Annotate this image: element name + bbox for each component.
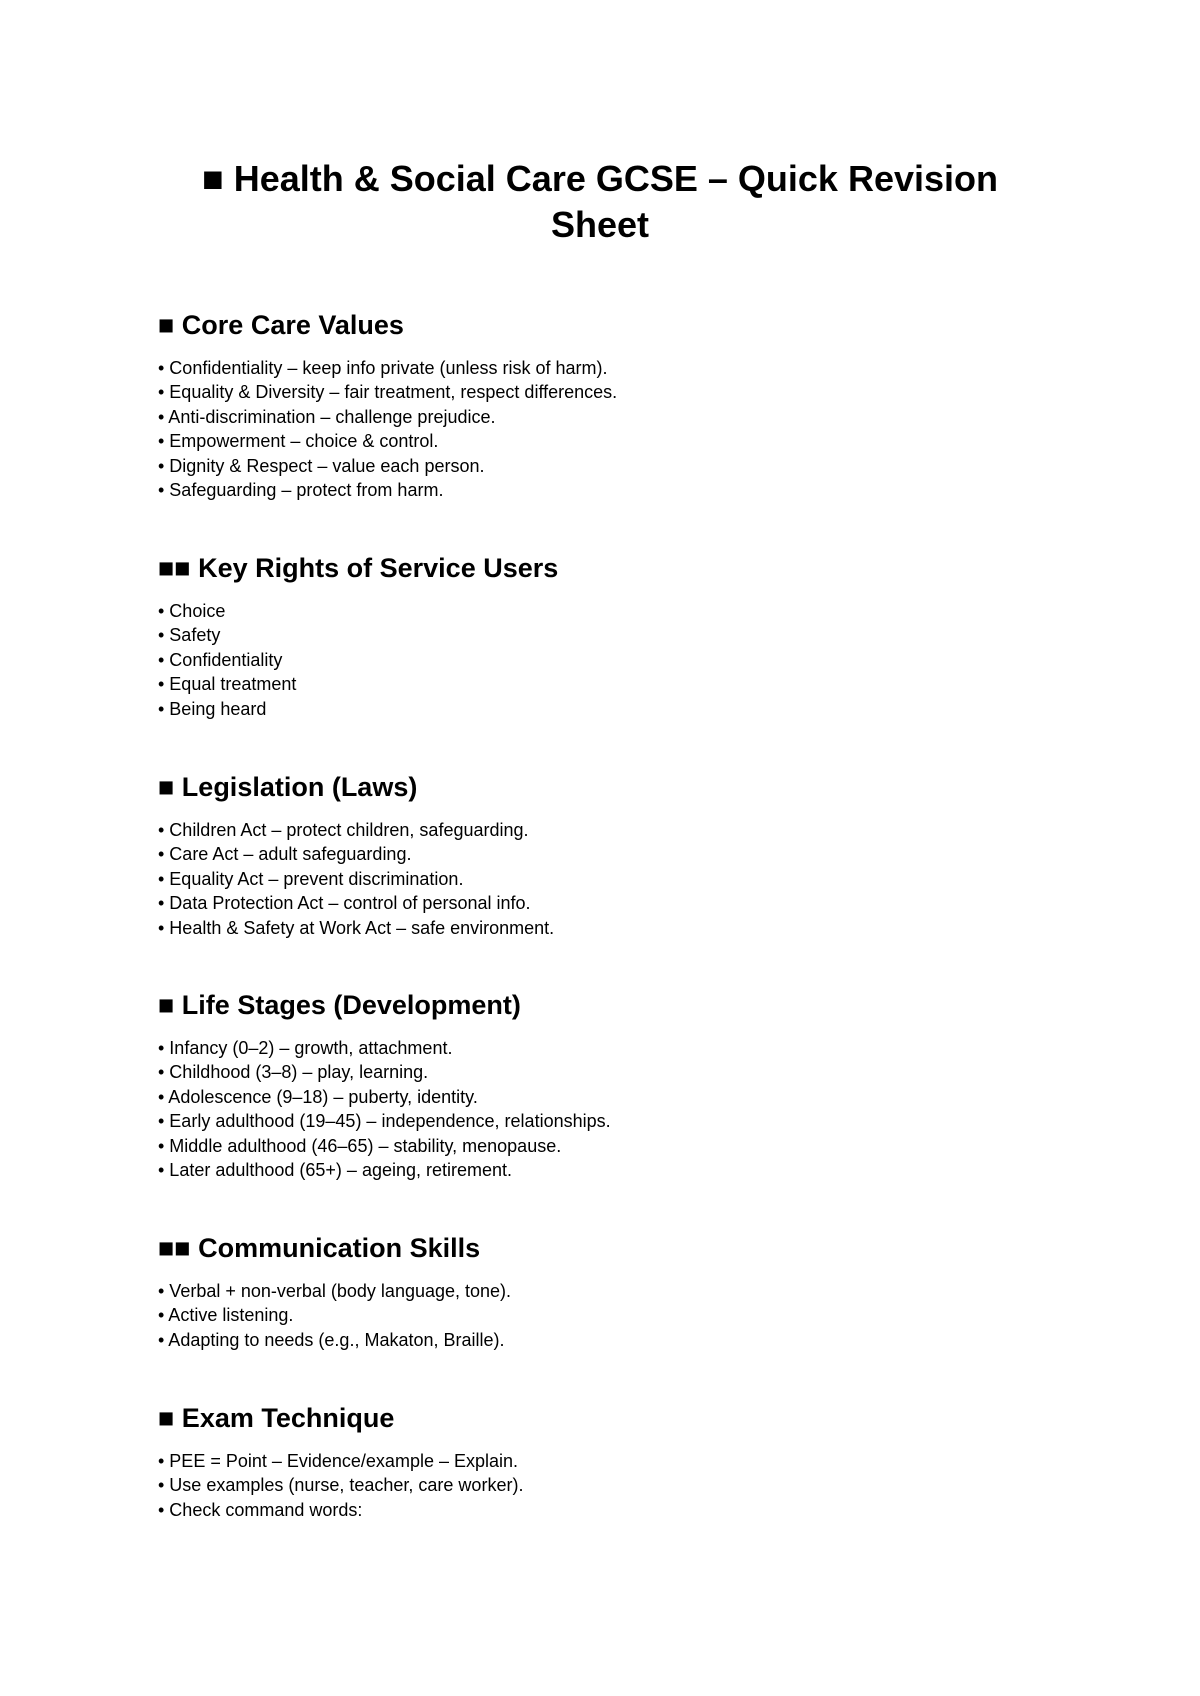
bullet-list: [158, 818, 1058, 940]
section-heading: ■■ Communication Skills: [158, 1233, 481, 1263]
list-item: • Health & Safety at Work Act – safe environment.: [158, 917, 555, 938]
list-item: • Use examples (nurse, teacher, care worker).: [158, 1475, 524, 1496]
section-life-stages: [158, 988, 1058, 1182]
list-item: • Later adulthood (65+) – ageing, retirement.: [158, 1160, 513, 1181]
list-item: • Active listening.: [158, 1305, 294, 1326]
list-item: • Adolescence (9–18) – puberty, identity.: [158, 1086, 478, 1107]
bullet-list: [158, 356, 1058, 502]
list-item: • Being heard: [158, 698, 267, 719]
list-item: • Children Act – protect children, safeguarding.: [158, 820, 529, 840]
section-heading: ■■ Key Rights of Service Users: [158, 553, 559, 583]
section-heading: ■ Core Care Values: [158, 310, 404, 340]
section-key-rights: [158, 551, 1058, 721]
list-item: • Adapting to needs (e.g., Makaton, Braille).: [158, 1329, 505, 1350]
section-heading: ■ Legislation (Laws): [158, 772, 418, 802]
bullet-list: [158, 1036, 1058, 1182]
list-item: • Safety: [158, 625, 221, 646]
list-item: • PEE = Point – Evidence/example – Explain.: [158, 1451, 519, 1471]
bullet-list: [158, 1449, 1058, 1522]
list-item: • Safeguarding – protect from harm.: [158, 480, 444, 501]
list-item: • Equality & Diversity – fair treatment, respect differences.: [158, 382, 618, 403]
section-communication-skills: [158, 1231, 1058, 1352]
list-item: • Data Protection Act – control of personal info.: [158, 893, 531, 914]
section-legislation: [158, 770, 1058, 940]
list-item: • Empowerment – choice & control.: [158, 431, 439, 452]
list-item: • Infancy (0–2) – growth, attachment.: [158, 1038, 453, 1058]
list-item: • Early adulthood (19–45) – independence, relationships.: [158, 1111, 611, 1132]
list-item: • Check command words:: [158, 1499, 363, 1520]
bullet-list: [158, 1279, 1058, 1352]
list-item: • Confidentiality – keep info private (unless risk of harm).: [158, 358, 608, 378]
list-item: • Confidentiality: [158, 649, 283, 670]
list-item: • Middle adulthood (46–65) – stability, menopause.: [158, 1135, 562, 1156]
list-item: • Equality Act – prevent discrimination.: [158, 868, 464, 889]
list-item: • Anti-discrimination – challenge prejudice.: [158, 406, 496, 427]
list-item: • Childhood (3–8) – play, learning.: [158, 1062, 429, 1083]
list-item: • Equal treatment: [158, 674, 297, 695]
list-item: • Choice: [158, 601, 226, 621]
list-item: • Dignity & Respect – value each person.: [158, 455, 485, 476]
section-heading: ■ Exam Technique: [158, 1403, 395, 1433]
list-item: • Care Act – adult safeguarding.: [158, 844, 412, 865]
list-item: • Verbal + non-verbal (body language, tone).: [158, 1281, 512, 1301]
section-heading: ■ Life Stages (Development): [158, 990, 521, 1020]
section-core-care-values: [158, 308, 1058, 502]
section-exam-technique: [158, 1401, 1058, 1522]
bullet-list: [158, 599, 1058, 721]
document-title: ■ Health & Social Care GCSE – Quick Revision Sheet: [201, 158, 998, 245]
